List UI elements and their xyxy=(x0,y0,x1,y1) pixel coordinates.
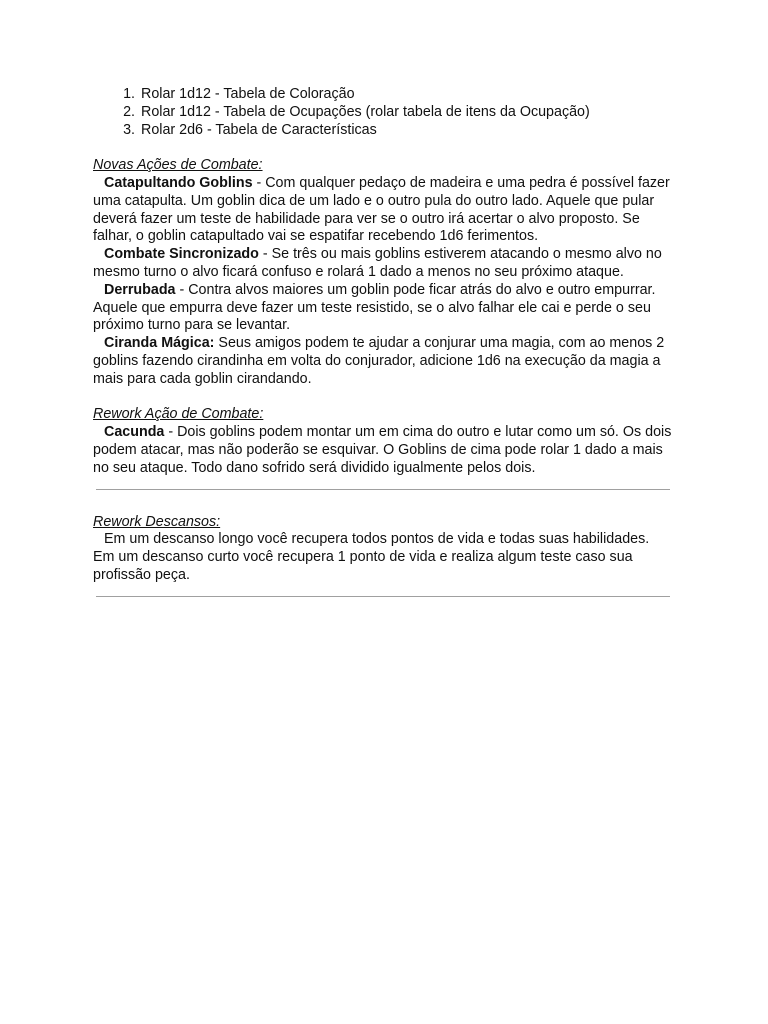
document-page xyxy=(93,86,673,597)
action-description: - Com qualquer pedaço de madeira e uma pedra é possível fazer uma catapulta. Um goblin dica de um lado e o outro pula do outro lado. Aquele que pular deverá fazer um teste de habilidade para ver se o outro irá acertar o alvo proposto. Se falhar, o goblin catapultado vai se espatifar recebendo 1d6 ferimentos. xyxy=(93,174,670,245)
list-item: 1. Rolar 1d12 - Tabela de Coloração xyxy=(139,86,673,104)
action-description: Seus amigos podem te ajudar a conjurar uma magia, com ao menos 2 goblins fazendo cirandinha em volta do conjurador, adicione 1d6 na execução da magia a mais para cada goblin cirandando. xyxy=(93,335,665,387)
horizontal-divider xyxy=(96,596,670,597)
spacer xyxy=(93,139,673,157)
list-item: 3. Rolar 2d6 - Tabela de Características xyxy=(139,122,673,140)
spacer xyxy=(93,490,673,514)
action-catapultando-goblins xyxy=(93,175,673,246)
spacer xyxy=(93,478,673,489)
section-title-novas-acoes: Novas Ações de Combate: xyxy=(93,157,263,174)
action-description: - Contra alvos maiores um goblin pode ficar atrás do alvo e outro empurrar. Aquele que empurra deve fazer um teste resistido, se o alvo falhar ele cai e perde o seu próximo turno para se levantar. xyxy=(93,281,656,334)
action-term: Combate Sincronizado xyxy=(104,246,259,263)
action-ciranda-magica xyxy=(93,335,673,388)
action-cacunda xyxy=(93,424,673,477)
section-title-rework-descansos: Rework Descansos: xyxy=(93,513,221,530)
action-term: Cacunda xyxy=(104,424,165,441)
action-description: - Se três ou mais goblins estiverem atacando o mesmo alvo no mesmo turno o alvo ficará confuso e rolará 1 dado a menos no seu próximo ataque. xyxy=(93,246,662,280)
section-title-rework-acao: Rework Ação de Combate: xyxy=(93,406,264,423)
action-description: - Dois goblins podem montar um em cima do outro e lutar como um só. Os dois podem atacar, mas não poderão se esquivar. O Goblins de cima pode rolar 1 dado a mais no seu ataque. Todo dano sofrido será dividido igualmente pelos dois. xyxy=(93,424,672,476)
action-term: Catapultando Goblins xyxy=(104,174,253,191)
creation-steps-list xyxy=(93,86,673,139)
rest-rules-paragraph xyxy=(93,531,673,584)
action-term: Ciranda Mágica: xyxy=(104,335,215,352)
action-combate-sincronizado xyxy=(93,246,673,282)
list-item: 2. Rolar 1d12 - Tabela de Ocupações (rolar tabela de itens da Ocupação) xyxy=(139,104,673,122)
action-derrubada xyxy=(93,282,673,335)
rest-rules-text: Em um descanso longo você recupera todos pontos de vida e todas suas habilidades. Em um descanso curto você recupera 1 ponto de vida e realiza algum teste caso sua profissão peça. xyxy=(93,531,650,583)
action-term: Derrubada xyxy=(104,281,176,298)
spacer xyxy=(93,585,673,596)
spacer xyxy=(93,389,673,407)
